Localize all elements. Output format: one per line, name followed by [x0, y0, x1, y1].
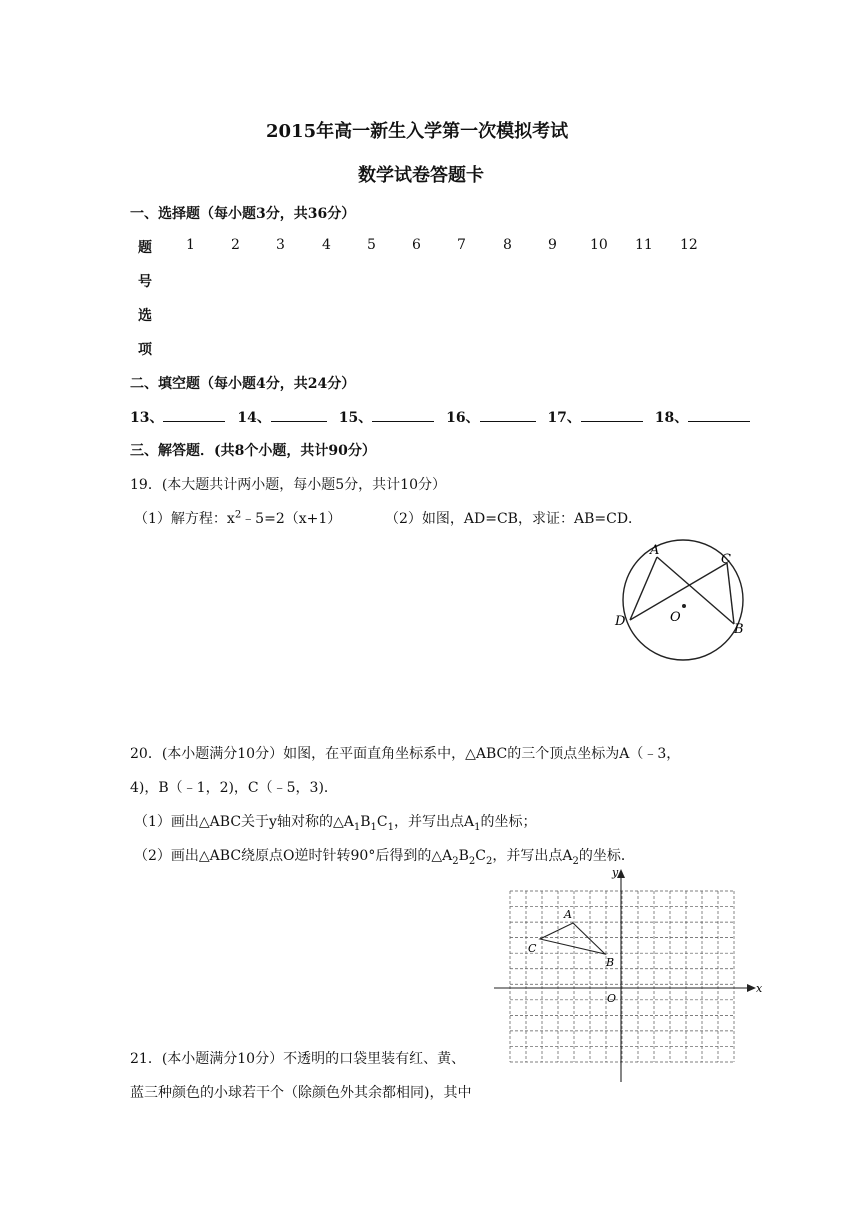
- subscript: 2: [452, 855, 459, 867]
- answer-blank-17[interactable]: [581, 407, 643, 422]
- blank-label-17: 17、: [547, 410, 581, 426]
- subscript: 1: [353, 821, 361, 833]
- q19-part2: （2）如图，AD=CB，求证：AB=CD．: [385, 511, 643, 527]
- question-number: 12: [680, 237, 698, 253]
- q19-intro: 19．(本大题共计两小题，每小题5分，共计10分）: [130, 477, 446, 493]
- answer-blank-18[interactable]: [688, 407, 750, 422]
- label-C: C: [721, 552, 731, 567]
- question-number: 4: [322, 237, 331, 253]
- row-label-ti: 题: [138, 240, 152, 256]
- q20-part1-text: 的坐标；: [480, 814, 537, 830]
- q20-part1-text: B: [360, 814, 371, 830]
- q20-coordinate-figure: [490, 866, 762, 1086]
- label-D: D: [615, 614, 626, 629]
- question-number: 6: [412, 237, 421, 253]
- blank-label-16: 16、: [446, 410, 480, 426]
- q20-part1-text: （1）画出△ABC关于y轴对称的△A: [134, 814, 354, 830]
- label-A: A: [564, 908, 572, 921]
- q20-part2-text: C: [475, 848, 486, 864]
- blank-label-18: 18、: [654, 410, 689, 426]
- subscript: 1: [387, 821, 394, 833]
- answer-blank-13[interactable]: [163, 407, 225, 422]
- q20-part2: [134, 845, 635, 867]
- question-number: 7: [457, 237, 466, 253]
- segment-CB: [727, 563, 734, 624]
- question-number: 10: [590, 237, 608, 253]
- section-solve-heading: 三、解答题．(共8个小题，共计90分）: [130, 443, 376, 459]
- row-label-hao: 号: [138, 274, 152, 290]
- q21-line2: 蓝三种颜色的小球若干个（除颜色外其余都相同)，其中: [130, 1085, 472, 1101]
- question-number: 11: [635, 237, 653, 253]
- q19-part1-text-rest: ﹣5=2（x+1）: [241, 511, 342, 527]
- question-number: 8: [503, 237, 512, 253]
- dashed-grid: [510, 891, 734, 1062]
- question-number: 5: [367, 237, 376, 253]
- question-number: 2: [231, 237, 240, 253]
- label-O: O: [607, 992, 617, 1005]
- label-O: O: [670, 610, 681, 625]
- label-A: A: [650, 543, 660, 558]
- row-label-xiang: 项: [138, 342, 152, 358]
- label-x: x: [756, 982, 762, 995]
- question-number: 3: [276, 237, 285, 253]
- q19-part1-text: （1）解方程：x: [134, 511, 235, 527]
- question-number: 1: [186, 237, 195, 253]
- subscript: 2: [485, 855, 493, 867]
- triangle-ABC: [540, 923, 605, 954]
- q20-part2-text: （2）画出△ABC绕原点O逆时针转90°后得到的△A: [134, 848, 453, 864]
- q20-part2-text: B: [458, 848, 469, 864]
- q20-part1-text: C: [376, 814, 388, 830]
- q19-exponent: 2: [234, 509, 242, 521]
- answer-blank-16[interactable]: [480, 407, 536, 422]
- answer-blank-14[interactable]: [271, 407, 327, 422]
- exam-title: 2015年高一新生入学第一次模拟考试: [266, 121, 569, 142]
- label-C: C: [528, 942, 537, 955]
- q19-circle-figure: [605, 536, 765, 670]
- answer-blank-15[interactable]: [372, 407, 434, 422]
- q20-line1: 20．(本小题满分10分）如图，在平面直角坐标系中，△ABC的三个顶点坐标为A（﹣3，: [130, 746, 681, 762]
- label-B: B: [734, 622, 744, 637]
- x-axis-arrow-icon: [747, 984, 756, 992]
- question-number: 9: [548, 237, 557, 253]
- subscript: 1: [474, 821, 481, 833]
- question-number-row: [0, 237, 860, 257]
- subscript: 2: [468, 855, 476, 867]
- section-choice-heading: 一、选择题（每小题3分，共36分）: [130, 206, 356, 222]
- row-label-xuan: 选: [138, 308, 152, 324]
- subscript: 1: [370, 821, 377, 833]
- q20-part2-text: ，并写出点A: [492, 848, 573, 864]
- section-fill-heading: 二、填空题（每小题4分，共24分）: [130, 376, 356, 392]
- center-point: [682, 604, 686, 608]
- label-y: y: [612, 866, 619, 879]
- q21-line1: 21．(本小题满分10分）不透明的口袋里装有红、黄、: [130, 1051, 466, 1067]
- blank-label-14: 14、: [237, 410, 271, 426]
- exam-subtitle: 数学试卷答题卡: [358, 165, 484, 186]
- fill-blank-row: [130, 407, 750, 427]
- segment-AB: [657, 557, 734, 624]
- blank-label-15: 15、: [338, 410, 373, 426]
- q20-part1-text: ，并写出点A: [393, 814, 475, 830]
- q20-part2-text: 的坐标．: [578, 848, 635, 864]
- q20-line2: 4)，B（﹣1，2)，C（﹣5，3)．: [130, 780, 338, 796]
- q19-part1: [134, 508, 341, 528]
- label-B: B: [606, 956, 615, 969]
- blank-label-13: 13、: [130, 410, 164, 426]
- q20-part1: [134, 811, 536, 833]
- subscript: 2: [572, 855, 579, 867]
